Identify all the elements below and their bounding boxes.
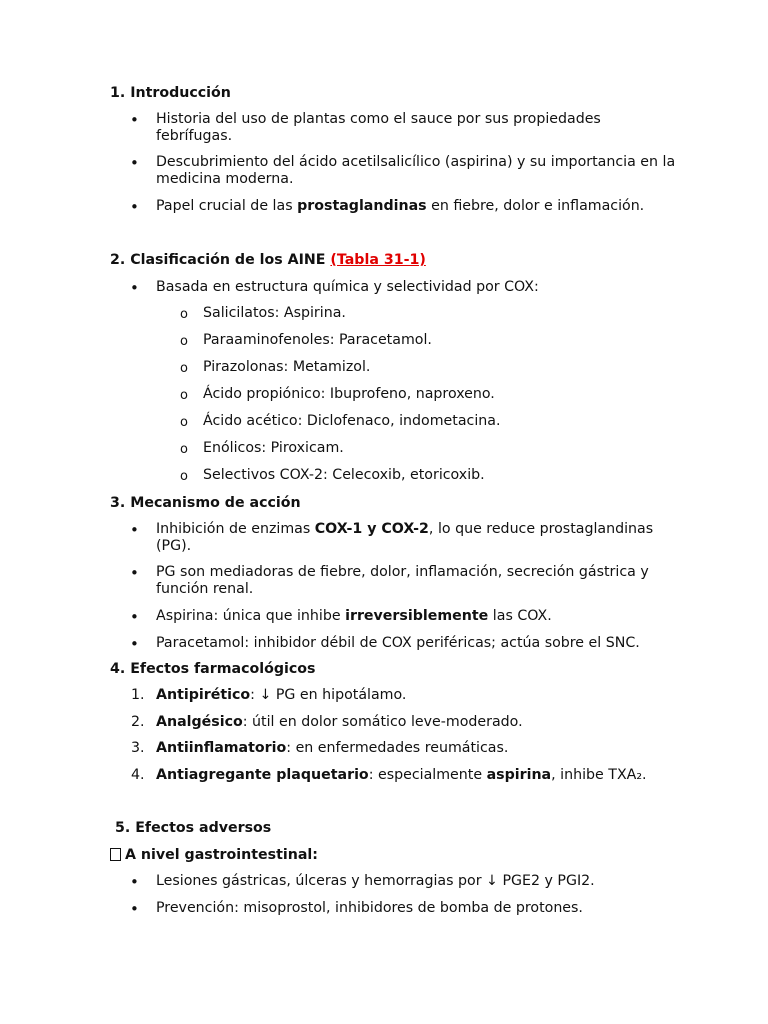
sub-bullet: o — [180, 442, 188, 457]
subitem-acido-propionico: Ácido propiónico: Ibuprofeno, naproxeno. — [203, 386, 495, 402]
sub-bullet: o — [180, 334, 188, 349]
effect-item-antiinflamatorio — [156, 740, 676, 757]
bullet: • — [130, 111, 139, 129]
bullet: • — [130, 521, 139, 539]
classification-item-1: Basada en estructura química y selectividad por COX: — [156, 279, 539, 295]
bullet: • — [130, 154, 139, 172]
effect-item-antiagregante — [156, 767, 676, 784]
heading-introduccion: 1. Introducción — [110, 85, 231, 101]
adverse-item-1: Lesiones gástricas, úlceras y hemorragias por ↓ PGE2 y PGI2. — [156, 873, 595, 889]
heading-efectos-adversos: 5. Efectos adversos — [115, 820, 272, 836]
text: : ↓ PG en hipotálamo. — [250, 687, 407, 703]
bold-text: Antiagregante plaquetario — [156, 767, 369, 783]
subitem-acido-acetico: Ácido acético: Diclofenaco, indometacina. — [203, 413, 501, 429]
intro-item-1: Historia del uso de plantas como el sauce por sus propiedades febrífugas. — [156, 111, 601, 144]
bullet: • — [130, 635, 139, 653]
sub-bullet: o — [180, 415, 188, 430]
subitem-selectivos-cox2: Selectivos COX-2: Celecoxib, etoricoxib. — [203, 467, 485, 483]
bullet: • — [130, 279, 139, 297]
bullet: • — [130, 564, 139, 582]
adverse-item-2: Prevención: misoprostol, inhibidores de bomba de protones. — [156, 900, 583, 916]
subitem-pirazolonas: Pirazolonas: Metamizol. — [203, 359, 371, 375]
bold-text: prostaglandinas — [297, 198, 427, 214]
list-number: 2. — [131, 714, 145, 730]
bullet: • — [130, 900, 139, 918]
subitem-enolicos: Enólicos: Piroxicam. — [203, 440, 344, 456]
heading-text: 2. Clasificación de los AINE — [110, 252, 331, 268]
bold-text: Analgésico — [156, 714, 243, 730]
intro-item-3 — [156, 198, 676, 215]
text: , lo que reduce prostaglandinas (PG). — [156, 521, 654, 554]
list-number: 1. — [131, 687, 145, 703]
bold-text: COX-1 y COX-2 — [314, 521, 429, 537]
text: las COX. — [488, 608, 552, 624]
bold-text: Antiinflamatorio — [156, 740, 287, 756]
effect-item-antipiretico — [156, 687, 676, 704]
mechanism-item-3 — [156, 608, 676, 625]
text: : en enfermedades reumáticas. — [286, 740, 509, 756]
bullet: • — [130, 198, 139, 216]
text: : útil en dolor somático leve-moderado. — [242, 714, 523, 730]
intro-item-2: Descubrimiento del ácido acetilsalicílico (aspirina) y su importancia en la medicina moderna. — [156, 154, 676, 187]
effect-item-analgesico — [156, 714, 676, 731]
subheading-gastrointestinal: A nivel gastrointestinal: — [125, 847, 318, 863]
heading-efectos-farmacologicos: 4. Efectos farmacológicos — [110, 661, 316, 677]
heading-mecanismo: 3. Mecanismo de acción — [110, 495, 301, 511]
sub-bullet: o — [180, 469, 188, 484]
bold-text: irreversiblemente — [345, 608, 489, 624]
text: : especialmente — [368, 767, 487, 783]
sub-bullet: o — [180, 388, 188, 403]
bold-text: aspirina — [486, 767, 552, 783]
bold-text: Antipirético — [156, 687, 251, 703]
subitem-paraaminofenoles: Paraaminofenoles: Paracetamol. — [203, 332, 432, 348]
heading-clasificacion — [110, 252, 426, 268]
text: Papel crucial de las — [156, 198, 298, 214]
sub-bullet: o — [180, 361, 188, 376]
text: Inhibición de enzimas — [156, 521, 315, 537]
text: en fiebre, dolor e inflamación. — [426, 198, 645, 214]
missing-glyph-icon — [110, 848, 121, 861]
mechanism-item-4: Paracetamol: inhibidor débil de COX periféricas; actúa sobre el SNC. — [156, 635, 640, 651]
bullet: • — [130, 873, 139, 891]
subitem-salicilatos: Salicilatos: Aspirina. — [203, 305, 346, 321]
sub-bullet: o — [180, 307, 188, 322]
text: , inhibe TXA₂. — [551, 767, 647, 783]
mechanism-item-1 — [156, 521, 676, 555]
table-reference-link[interactable]: (Tabla 31-1) — [330, 252, 426, 268]
text: Aspirina: única que inhibe — [156, 608, 346, 624]
list-number: 3. — [131, 740, 145, 756]
bullet: • — [130, 608, 139, 626]
mechanism-item-2: PG son mediadoras de fiebre, dolor, inflamación, secreción gástrica y función renal. — [156, 564, 649, 597]
list-number: 4. — [131, 767, 145, 783]
